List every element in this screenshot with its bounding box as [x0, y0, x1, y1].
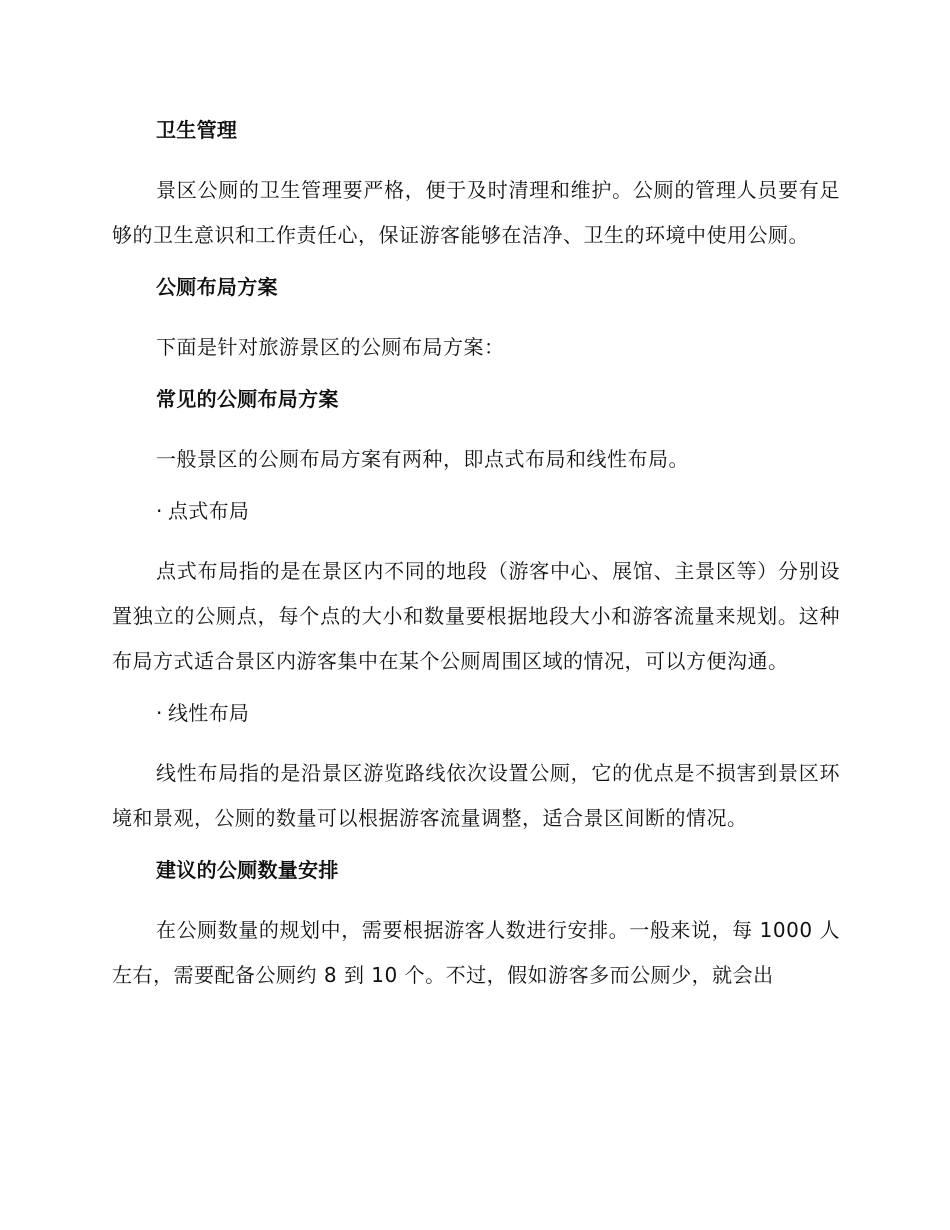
heading-hygiene-management: 卫生管理 — [156, 118, 238, 142]
heading-common-layouts: 常见的公厕布局方案 — [156, 387, 339, 411]
bullet-linear-layout — [112, 695, 840, 731]
bullet-dot-icon: · — [156, 499, 163, 523]
bullet-label-point-layout: 点式布局 — [168, 499, 250, 523]
document-body — [112, 112, 840, 1009]
paragraph-recommended-quantity: 在公厕数量的规划中，需要根据游客人数进行安排。一般来说，每 1000 人左右，需要配备公厕约 8 到 10 个。不过，假如游客多而公厕少，就会出 — [112, 918, 840, 987]
paragraph-hygiene-management: 景区公厕的卫生管理要严格，便于及时清理和维护。公厕的管理人员要有足够的卫生意识和工作责任心，保证游客能够在洁净、卫生的环境中使用公厕。 — [112, 178, 840, 247]
bullet-point-layout — [112, 493, 840, 529]
heading-toilet-layout-plan: 公厕布局方案 — [156, 275, 278, 299]
bullet-label-linear-layout: 线性布局 — [168, 701, 250, 725]
bullet-dot-icon: · — [156, 701, 163, 725]
paragraph-point-layout: 点式布局指的是在景区内不同的地段（游客中心、展馆、主景区等）分别设置独立的公厕点，每个点的大小和数量要根据地段大小和游客流量来规划。这种布局方式适合景区内游客集中在某个公厕周围区域的情况，可以方便沟通。 — [112, 559, 840, 673]
heading-recommended-quantity: 建议的公厕数量安排 — [156, 858, 339, 882]
paragraph-linear-layout: 线性布局指的是沿景区游览路线依次设置公厕，它的优点是不损害到景区环境和景观，公厕的数量可以根据游客流量调整，适合景区间断的情况。 — [112, 761, 840, 830]
paragraph-common-layouts: 一般景区的公厕布局方案有两种，即点式布局和线性布局。 — [156, 447, 689, 471]
paragraph-layout-plan-intro: 下面是针对旅游景区的公厕布局方案： — [156, 335, 505, 359]
